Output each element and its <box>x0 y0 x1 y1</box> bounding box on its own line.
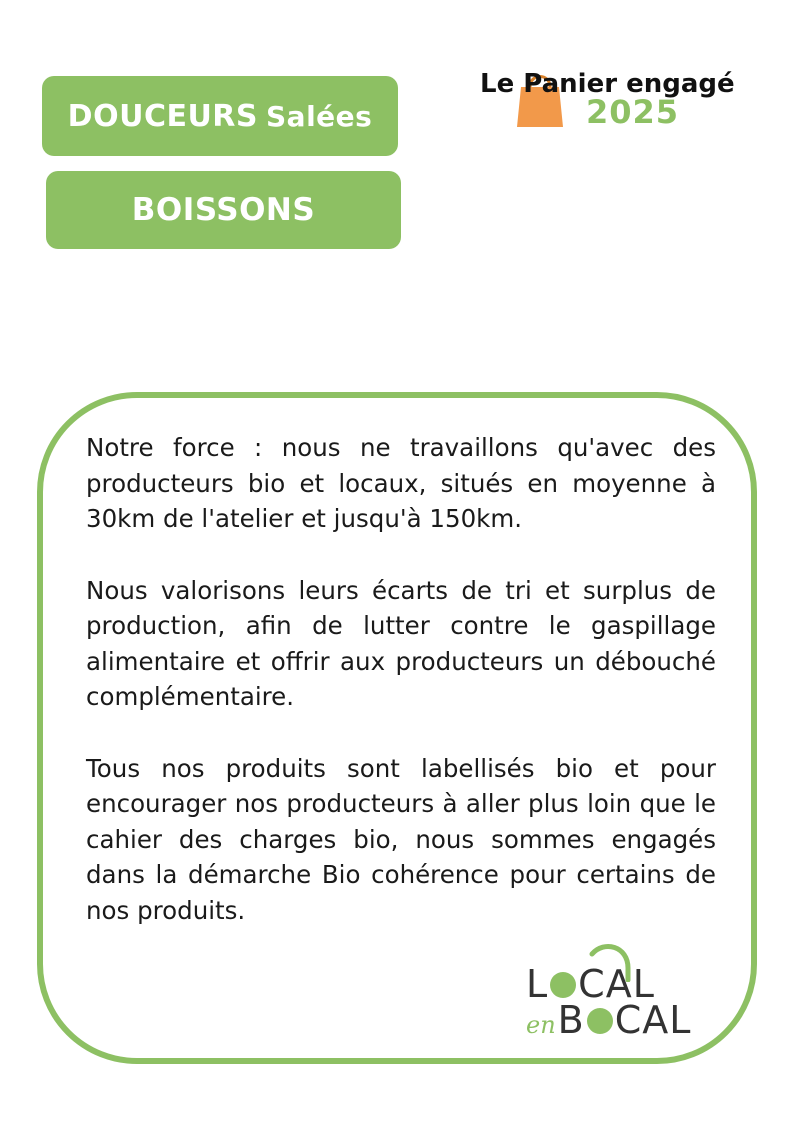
tag-douceurs-sub: Salées <box>266 99 373 133</box>
tag-boissons-label: BOISSONS <box>131 192 316 228</box>
panier-year: 2025 <box>586 93 680 131</box>
panier-engage-logo <box>478 55 748 135</box>
logo-letters-cal: CAL <box>578 962 655 1006</box>
category-tag-boissons <box>46 171 401 249</box>
tag-douceurs-main: DOUCEURS <box>67 98 259 134</box>
green-dot-icon <box>587 1008 613 1034</box>
category-tag-douceurs <box>42 76 398 156</box>
local-en-bocal-logo <box>520 940 720 1042</box>
panier-title: Le Panier engagé <box>480 69 735 99</box>
paragraph: Nous valorisons leurs écarts de tri et surplus de production, afin de lutter contre le gaspillage alimentaire et offrir aux producteurs un débouché complémentaire. <box>86 575 716 711</box>
paragraph: Tous nos produits sont labellisés bio et pour encourager nos producteurs à aller plus loin que le cahier des charges bio, nous sommes engagés dans la démarche Bio cohérence pour certains de nos produits. <box>86 753 716 925</box>
paragraph: Notre force : nous ne travaillons qu'avec des producteurs bio et locaux, situés en moyenne à 30km de l'atelier et jusqu'à 150km. <box>86 433 716 533</box>
logo-letter-b: B <box>557 998 585 1042</box>
logo-letter-l: L <box>526 962 549 1006</box>
logo-line-enbocal <box>526 998 691 1042</box>
green-dot-icon <box>550 972 576 998</box>
logo-letters-cal2: CAL <box>614 998 692 1042</box>
body-text <box>86 430 716 928</box>
logo-word-en: en <box>526 1011 556 1039</box>
